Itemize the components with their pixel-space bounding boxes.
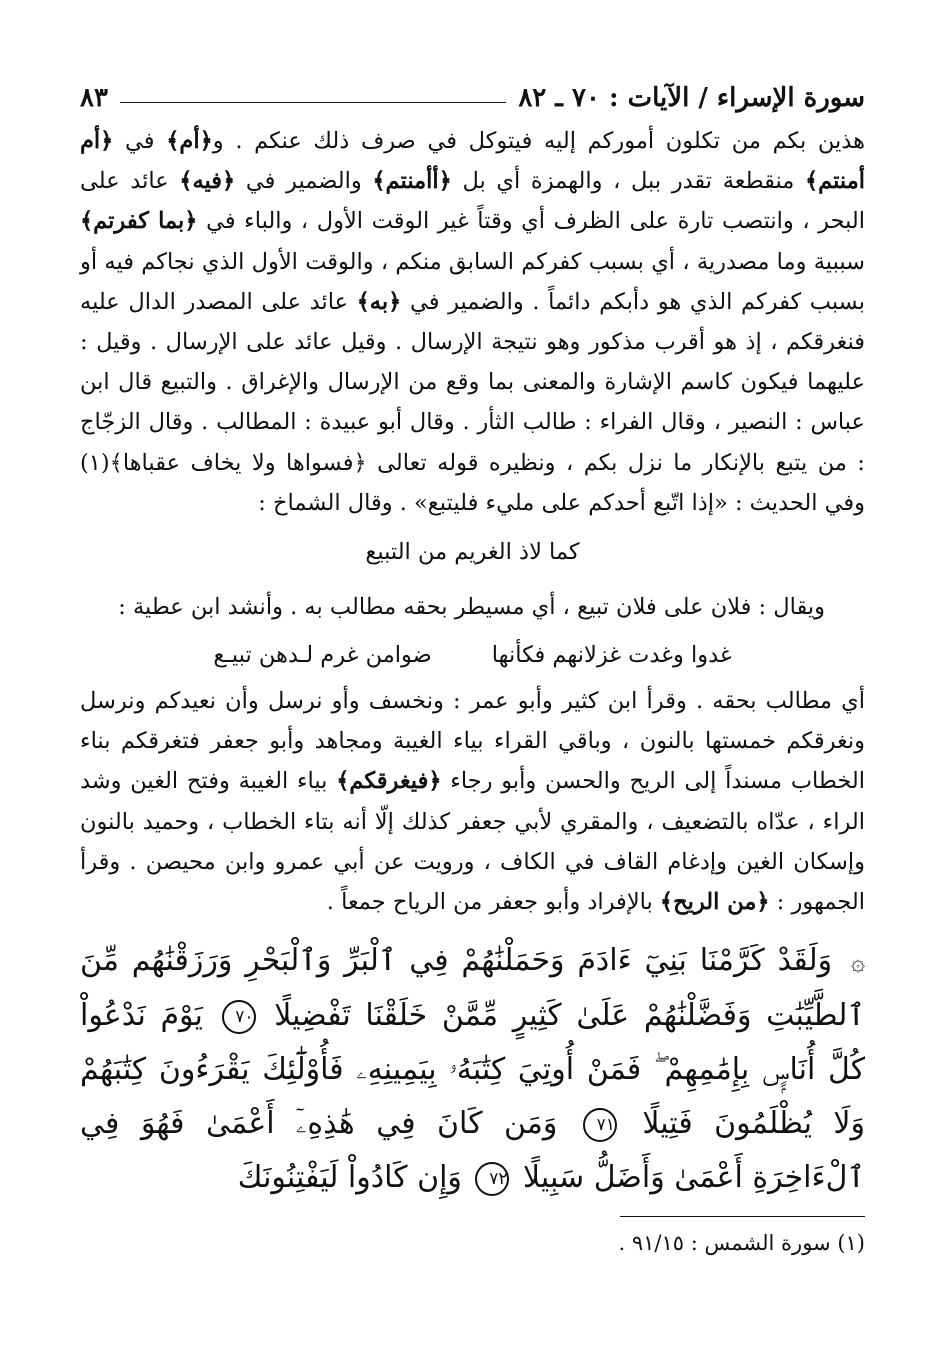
poem-first-hemistich: غدوا وغدت غزلانهم فكأنها bbox=[491, 642, 732, 669]
ayah-73-start: وَإِن كَادُواْ لَيَفْتِنُونَكَ bbox=[237, 1160, 462, 1196]
book-page bbox=[80, 78, 865, 1278]
quran-reference: ﴿فيغرقكم﴾ bbox=[336, 768, 442, 795]
ayah-72: وَمَن كَانَ فِي هَٰذِهِۦٓ أَعْمَىٰ فَهُوَ فِي ٱلْءَاخِرَةِ أَعْمَىٰ وَأَضَلُّ سَبِيلًا bbox=[80, 1106, 865, 1196]
text-segment: عائد على المصدر الدال عليه فنغرقكم ، إذ هو أقرب مذكور وهو نتيجة الإرسال . وقيل عائد على الإرسال . وقيل : عليهما فيكون كاسم الإشارة والمعنى بما وقع من الإرسال والإغراق . والتبيع قال ابن عباس : النصير ، وقال الفراء : طالب الثأر . وقال أبو عبيدة : المطالب . وقال الزجّاج : من يتبع بالإنكار ما نزل بكم ، ونظيره قوله تعالى bbox=[80, 288, 865, 476]
text-segment: بياء الغيبة وفتح الغين وشد الراء ، عدّاه بالتضعيف ، والمقري لأبي جعفر كذلك إلّا أنه بتاء الخطاب ، وحميد بالنون وإسكان الغين وإدغام القاف في الكاف ، ورويت عن أبي عمرو وابن محيصن . وقرأ الجمهور : bbox=[80, 768, 865, 916]
text-segment: سببية وما مصدرية ، أي بسبب كفركم السابق منكم ، والوقت الأول الذي نجاكم فيه أو بسبب كفركم الذي هو دأبكم دائماً . والضمير في bbox=[80, 248, 866, 315]
commentary-paragraph-2 bbox=[80, 681, 865, 922]
ayah-number-marker: ٧٠ bbox=[222, 1000, 256, 1034]
text-segment: في bbox=[113, 128, 167, 154]
ayah-70: وَلَقَدْ كَرَّمْنَا بَنِيٓ ءَادَمَ وَحَمَلْنَٰهُمْ فِي ٱلْبَرِّ وَٱلْبَحْرِ وَرَزَقْنَٰهُم مِّنَ ٱلطَّيِّبَٰتِ وَفَضَّلْنَٰهُمْ عَلَىٰ كَثِيرٍ مِّمَّنْ خَلَقْنَا تَفْضِيلًا bbox=[80, 943, 865, 1034]
quran-reference: ﴿أم﴾ bbox=[166, 128, 213, 154]
hizb-marker-icon: ۞ bbox=[850, 948, 865, 977]
quran-reference: ﴿أأمنتم﴾ bbox=[372, 168, 452, 195]
text-segment: (١) وفي الحديث : «إذا اتّبع أحدكم على مليء فليتبع» . وقال الشماخ : bbox=[80, 449, 865, 516]
quran-reference: ﴿فسواها ولا يخاف عقباها﴾ bbox=[109, 449, 367, 476]
quran-text-block bbox=[80, 934, 865, 1205]
ayah-71: يَوْمَ نَدْعُواْ كُلَّ أُنَاسٍۭ بِإِمَٰمِهِمْ ۖ فَمَنْ أُوتِيَ كِتَٰبَهُۥ بِيَمِينِهِۦ فَأُوْلَٰٓئِكَ يَقْرَءُونَ كِتَٰبَهُمْ وَلَا يُظْلَمُونَ فَتِيلًا bbox=[80, 998, 865, 1142]
commentary-paragraph-1 bbox=[80, 121, 865, 523]
text-segment: عائد على البحر ، وانتصب تارة على الظرف أي وقتاً غير الوقت الأول ، والباء في bbox=[80, 168, 865, 235]
text-segment: هذين بكم من تكلون أموركم إليه فيتوكل في صرف ذلك عنكم . و bbox=[212, 128, 865, 154]
poem-second-hemistich: ضوامن غرم لـدهن تبيـع bbox=[213, 642, 432, 669]
text-segment: والضمير في bbox=[235, 168, 373, 195]
poetry-line: كما لاذ الغريم من التبيع bbox=[365, 539, 580, 566]
header-title: سورة الإسراء / الآيات : ٧٠ ـ ٨٢ bbox=[518, 83, 865, 113]
quran-reference: ﴿بما كفرتم﴾ bbox=[80, 208, 198, 235]
quran-reference: ﴿أم أمنتم﴾ bbox=[80, 128, 865, 195]
text-segment: بالإفراد وأبو جعفر من الرياح جمعاً . bbox=[326, 889, 660, 916]
page-header bbox=[80, 78, 865, 118]
quran-reference: ﴿فيه﴾ bbox=[179, 168, 236, 195]
text-segment: أي مطالب بحقه . وقرأ ابن كثير وأبو عمر : ونخسف وأو نرسل وأن نعيدكم ونرسل ونغرقكم خمستها بالنون ، وباقي القراء بياء الغيبة ومجاهد وأبو جعفر فتغرقكم بناء الخطاب مسنداً إلى الريح والحسن وأبو رجاء bbox=[80, 688, 865, 795]
footnote: (١) سورة الشمس : ٩١/١٥ . bbox=[618, 1231, 865, 1255]
header-rule bbox=[120, 102, 506, 103]
footnote-divider bbox=[620, 1216, 865, 1217]
ayah-number-marker: ٧١ bbox=[583, 1108, 617, 1142]
poem-verse bbox=[80, 633, 865, 677]
ayah-number-marker: ٧٢ bbox=[475, 1162, 509, 1196]
intro-line: ويقال : فلان على فلان تبيع ، أي مسيطر بحقه مطالب به . وأنشد ابن عطية : bbox=[118, 594, 825, 621]
text-segment: منقطعة تقدر ببل ، والهمزة أي بل bbox=[451, 168, 805, 195]
quran-reference: ﴿من الريح﴾ bbox=[659, 889, 770, 916]
quran-reference: ﴿به﴾ bbox=[356, 288, 402, 315]
page-number: ٨٣ bbox=[80, 83, 108, 113]
